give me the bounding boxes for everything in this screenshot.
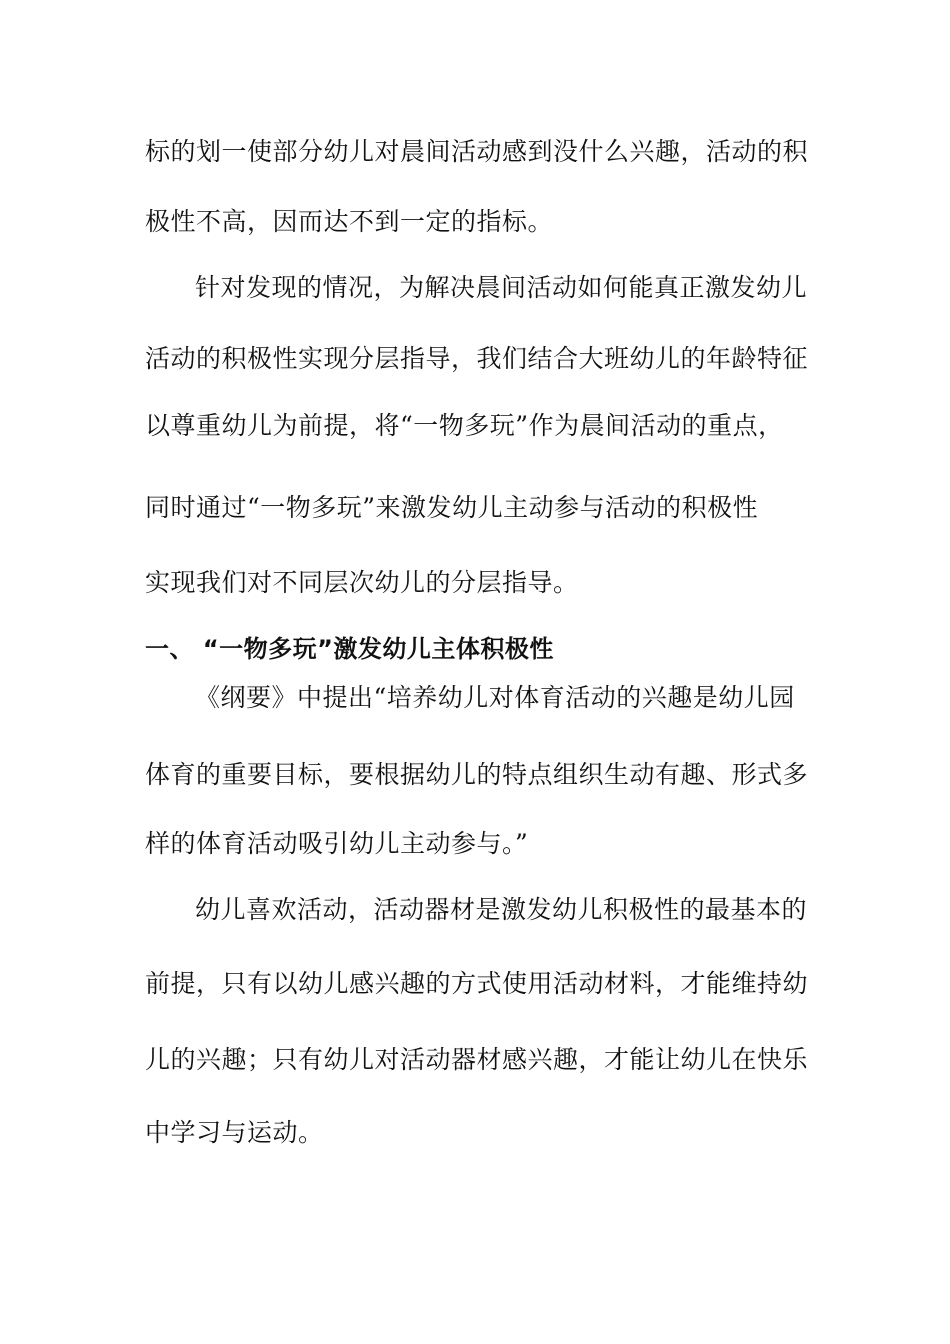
paragraph-2-line-5: 实现我们对不同层次幼儿的分层指导。: [145, 568, 579, 597]
paragraph-1-line-2: 极性不高，因而达不到一定的指标。: [145, 207, 554, 236]
paragraph-4-line-1: 幼儿喜欢活动，活动器材是激发幼儿积极性的最基本的: [195, 895, 808, 924]
paragraph-2-line-4: 同时通过“一物多玩”来激发幼儿主动参与活动的积极性: [145, 493, 759, 522]
paragraph-4-line-3: 儿的兴趣；只有幼儿对活动器材感兴趣，才能让幼儿在快乐: [145, 1045, 809, 1074]
paragraph-3-line-1: 《纲要》中提出“培养幼儿对体育活动的兴趣是幼儿园: [195, 683, 795, 712]
paragraph-4-line-4: 中学习与运动。: [145, 1118, 324, 1147]
paragraph-2-line-2: 活动的积极性实现分层指导，我们结合大班幼儿的年龄特征: [145, 344, 809, 373]
paragraph-2-line-3: 以尊重幼儿为前提，将“一物多玩”作为晨间活动的重点，: [145, 411, 784, 440]
section-heading: 一、 “一物多玩”激发幼儿主体积极性: [145, 635, 554, 663]
paragraph-4-line-2: 前提，只有以幼儿感兴趣的方式使用活动材料，才能维持幼: [145, 969, 809, 998]
paragraph-1-line-1: 标的划一使部分幼儿对晨间活动感到没什么兴趣，活动的积: [145, 137, 809, 166]
paragraph-2-line-1: 针对发现的情况，为解决晨间活动如何能真正激发幼儿: [195, 273, 808, 302]
paragraph-3-line-3: 样的体育活动吸引幼儿主动参与。”: [145, 829, 529, 858]
paragraph-3-line-2: 体育的重要目标，要根据幼儿的特点组织生动有趣、形式多: [145, 760, 809, 789]
